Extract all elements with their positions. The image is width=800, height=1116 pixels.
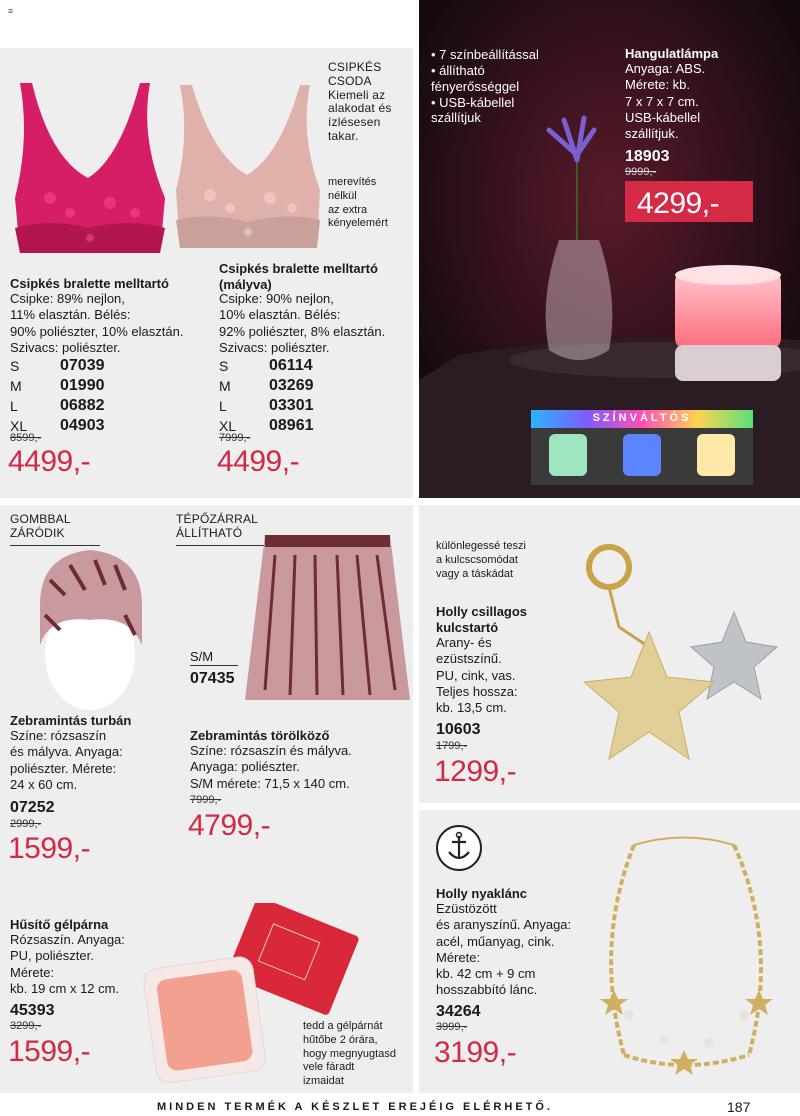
necklace-code: 34264 xyxy=(436,1003,481,1020)
bullet-text: USB-kábellel szállítjuk xyxy=(431,94,515,126)
bra-right-old-price: 7999,- xyxy=(219,432,251,444)
pink-bralette-image xyxy=(10,78,165,258)
product-code: 01990 xyxy=(60,377,105,394)
bra-panel xyxy=(0,48,413,498)
star-keychain-image xyxy=(549,537,789,767)
gelpad-desc: Rózsaszín. Anyaga: PU, poliészter. Mérete: kb. 19 cm x 12 cm. xyxy=(10,932,125,996)
towel-image xyxy=(245,530,410,705)
size-label: M xyxy=(10,378,22,394)
lamp-old-price: 9999,- xyxy=(625,166,657,178)
necklace-price: 3199,- xyxy=(434,1036,517,1069)
menu-icon[interactable]: ≡ xyxy=(8,6,14,16)
color-change-strip xyxy=(531,410,753,485)
footer-disclaimer: MINDEN TERMÉK A KÉSZLET EREJÉIG ELÉRHETŐ. xyxy=(157,1101,553,1113)
bullet-text: állítható fényerősséggel xyxy=(431,62,520,94)
turban-code: 07252 xyxy=(10,799,55,816)
towel-desc: Színe: rózsaszín és mályva. Anyaga: poliészter. S/M mérete: 71,5 x 140 cm. xyxy=(190,743,352,791)
size-label: M xyxy=(219,378,231,394)
bath-panel xyxy=(0,505,413,1093)
lamp-bullets xyxy=(431,47,539,126)
lamp-thumb-blue xyxy=(623,434,661,476)
product-code: 07039 xyxy=(60,357,105,374)
turban-callout: GOMBBAL ZÁRÓDIK xyxy=(10,512,71,540)
towel-size-label: S/M xyxy=(190,649,214,664)
towel-size-code: 07435 xyxy=(190,670,235,687)
size-label: XL xyxy=(219,418,237,434)
keychain-old-price: 1799,- xyxy=(436,740,468,752)
turban-old-price: 2999,- xyxy=(10,818,42,830)
towel-title: Zebramintás törölköző xyxy=(190,728,330,743)
necklace-desc: Ezüstözött és aranyszínű. Anyaga: acél, műanyag, cink. Mérete: kb. 42 cm + 9 cm hosszabbító lánc. xyxy=(436,901,572,998)
towel-callout: TÉPŐZÁRRAL ÁLLÍTHATÓ xyxy=(176,512,259,540)
bullet-text: 7 színbeállítással xyxy=(439,47,539,62)
lamp-code: 18903 xyxy=(625,148,670,165)
keychain-desc: Arany- és ezüstszínű. PU, cink, vas. Teljes hossza: kb. 13,5 cm. xyxy=(436,635,518,715)
necklace-image xyxy=(584,825,789,1085)
towel-old-price: 7999,- xyxy=(190,794,222,806)
gelpad-old-price: 3299,- xyxy=(10,1020,42,1032)
product-code: 06882 xyxy=(60,397,105,414)
size-label: S xyxy=(219,358,229,374)
bullet-item: • 7 színbeállítással xyxy=(431,47,539,62)
gelpad-code: 45393 xyxy=(10,1002,55,1019)
footer xyxy=(0,1095,800,1115)
size-label: S xyxy=(10,358,20,374)
bra-left-desc: Csipke: 89% nejlon, 11% elasztán. Bélés: 90% poliészter, 10% elasztán. Szivacs: poliészter. xyxy=(10,291,184,355)
lamp-price: 4299,- xyxy=(637,187,720,220)
lamp-thumb-green xyxy=(549,434,587,476)
size-label: L xyxy=(219,398,227,414)
turban-title: Zebramintás turbán xyxy=(10,713,132,728)
bra-right-title: Csipkés bralette melltartó (mályva) xyxy=(219,261,378,292)
size-label: XL xyxy=(10,418,28,434)
bra-right-desc: Csipke: 90% nejlon, 10% elasztán. Bélés: 92% poliészter, 8% elasztán. Szivacs: poliészter. xyxy=(219,291,386,355)
bullet-item: • állítható fényerősséggel xyxy=(431,62,520,94)
product-code: 04903 xyxy=(60,417,105,434)
towel-size-line xyxy=(190,665,238,666)
mauve-bralette-image xyxy=(172,80,322,252)
lamp-panel xyxy=(419,0,800,498)
anchorcover-badge-icon xyxy=(435,824,483,872)
necklace-title: Holly nyaklánc xyxy=(436,886,528,901)
color-change-badge: SZÍNVÁLTÓS xyxy=(592,412,692,424)
turban-image xyxy=(30,535,150,710)
gelpad-price: 1599,- xyxy=(8,1035,91,1068)
bra-left-old-price: 8599,- xyxy=(10,432,42,444)
keychain-code: 10603 xyxy=(436,721,481,738)
bra-callout-bottom: merevítés nélkül az extra kényelemért xyxy=(328,176,388,230)
turban-desc: Színe: rózsaszín és mályva. Anyaga: poliészter. Mérete: 24 x 60 cm. xyxy=(10,728,123,792)
bra-left-title: Csipkés bralette melltartó xyxy=(10,276,169,291)
keychain-title: Holly csillagos kulcstartó xyxy=(436,604,528,635)
product-code: 06114 xyxy=(269,357,313,374)
lamp-desc: Anyaga: ABS. Mérete: kb. 7 x 7 x 7 cm. USB-kábellel szállítjuk. xyxy=(625,61,706,141)
bra-right-price: 4499,- xyxy=(217,445,300,478)
bra-callout-top: CSIPKÉS CSODA Kiemeli az alakodat és ízlésesen takar. xyxy=(328,60,392,143)
gelpad-title: Hűsítő gélpárna xyxy=(10,917,109,932)
gelpad-note: tedd a gélpárnát hűtőbe 2 órára, hogy megnyugtasd vele fáradt izmaidat xyxy=(303,1020,396,1087)
product-code: 03301 xyxy=(269,397,314,414)
page-number: 187 xyxy=(727,1099,751,1115)
bra-left-sizes xyxy=(10,356,105,436)
lamp-title: Hangulatlámpa xyxy=(625,46,719,61)
bra-left-price: 4499,- xyxy=(8,445,91,478)
towel-price: 4799,- xyxy=(188,809,271,842)
necklace-panel xyxy=(419,810,800,1093)
keychain-note: különlegessé teszi a kulcscsomódat vagy a táskádat xyxy=(436,540,526,580)
lamp-thumb-yellow xyxy=(697,434,735,476)
bra-right-sizes xyxy=(219,356,314,436)
turban-price: 1599,- xyxy=(8,832,91,865)
product-code: 08961 xyxy=(269,417,314,434)
size-label: L xyxy=(10,398,18,414)
product-code: 03269 xyxy=(269,377,314,394)
keychain-price: 1299,- xyxy=(434,755,517,788)
necklace-old-price: 3999,- xyxy=(436,1021,468,1033)
keychain-panel xyxy=(419,505,800,803)
bullet-item: • USB-kábellel szállítjuk xyxy=(431,94,515,126)
